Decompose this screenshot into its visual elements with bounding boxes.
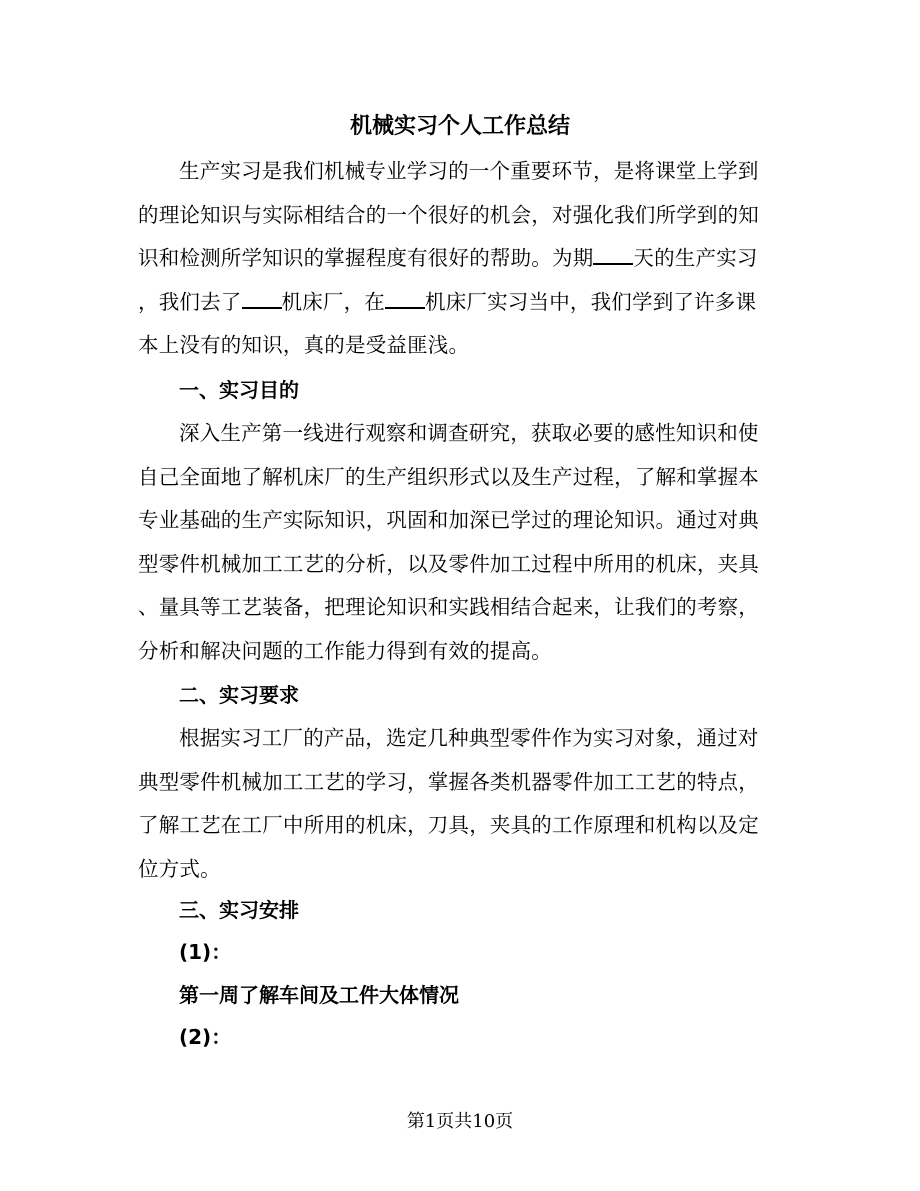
intro-line-5: 本上没有的知识，真的是受益匪浅。 — [138, 333, 470, 358]
intro-line-4-text-b: 机床厂，在 — [281, 289, 385, 314]
intro-line-4-text-a: ，我们去了 — [138, 289, 242, 314]
intro-line-2: 的理论知识与实际相结合的一个很好的机会，对强化我们所学到的知 — [138, 202, 759, 227]
intro-line-4-text-c: 机床厂实习当中，我们学到了许多课 — [425, 289, 757, 314]
intro-line-3-text-b: 天的生产实习 — [633, 246, 758, 271]
intro-line-4 — [138, 281, 788, 325]
arrangement-item-1-text: 第一周了解车间及工件大体情况 — [179, 983, 459, 1007]
purpose-line-5: 、量具等工艺装备，把理论知识和实践相结合起来，让我们的考察， — [138, 595, 759, 620]
intro-line-1: 生产实习是我们机械专业学习的一个重要环节，是将课堂上学到 — [179, 159, 759, 183]
arrangement-item-2-label: (2)： — [179, 1025, 232, 1049]
fill-blank-days — [593, 245, 633, 265]
purpose-line-6: 分析和解决问题的工作能力得到有效的提高。 — [138, 638, 552, 663]
fill-blank-factory-1 — [242, 289, 282, 309]
requirements-line-1: 根据实习工厂的产品，选定几种典型零件作为实习对象，通过对 — [179, 726, 759, 750]
requirements-line-3: 了解工艺在工厂中所用的机床，刀具，夹具的工作原理和机构以及定 — [138, 813, 759, 838]
requirements-paragraph — [138, 717, 788, 891]
requirements-line-4: 位方式。 — [138, 856, 221, 881]
fill-blank-factory-2 — [385, 289, 425, 309]
section-heading-requirements: 二、实习要求 — [179, 683, 299, 707]
purpose-line-1: 深入生产第一线进行观察和调查研究，获取必要的感性知识和使 — [179, 421, 759, 445]
intro-paragraph — [138, 150, 788, 368]
purpose-line-2: 自己全面地了解机床厂的生产组织形式以及生产过程，了解和掌握本 — [138, 464, 759, 489]
requirements-line-2: 典型零件机械加工工艺的学习，掌握各类机器零件加工工艺的特点， — [138, 769, 759, 794]
section-heading-purpose: 一、实习目的 — [179, 378, 299, 402]
intro-line-3 — [138, 237, 788, 281]
section-heading-arrangement: 三、实习安排 — [179, 898, 299, 922]
intro-line-3-text-a: 识和检测所学知识的掌握程度有很好的帮助。为期 — [138, 246, 594, 271]
page-number-footer: 第1页共10页 — [406, 1111, 514, 1132]
arrangement-item-1-label: (1)： — [179, 940, 232, 964]
purpose-line-4: 型零件机械加工工艺的分析，以及零件加工过程中所用的机床，夹具 — [138, 551, 759, 576]
document-title: 机械实习个人工作总结 — [349, 114, 570, 139]
purpose-line-3: 专业基础的生产实际知识，巩固和加深已学过的理论知识。通过对典 — [138, 508, 759, 533]
purpose-paragraph — [138, 412, 788, 674]
